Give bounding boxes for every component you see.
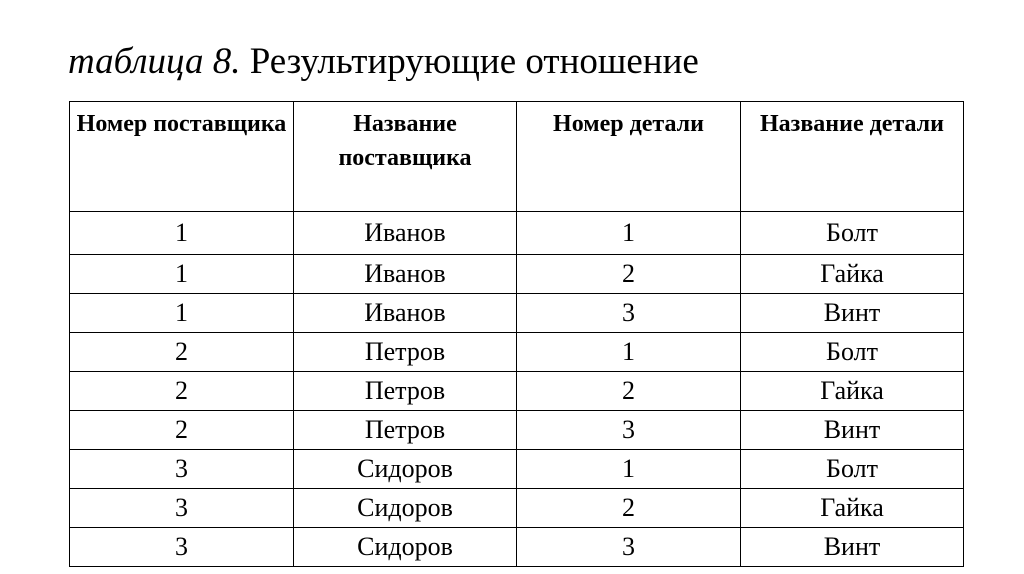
cell-part-name: Гайка (741, 489, 964, 528)
cell-part-number: 2 (517, 372, 741, 411)
table-row (70, 333, 964, 372)
table-row (70, 255, 964, 294)
table-row (70, 450, 964, 489)
cell-supplier-name: Иванов (294, 255, 517, 294)
cell-supplier-number: 3 (70, 489, 294, 528)
cell-part-name: Болт (741, 450, 964, 489)
cell-supplier-name: Петров (294, 411, 517, 450)
cell-part-number: 1 (517, 333, 741, 372)
cell-part-number: 2 (517, 255, 741, 294)
table-row (70, 212, 964, 255)
cell-part-number: 3 (517, 294, 741, 333)
header-supplier-name: Название поставщика (294, 102, 517, 212)
table-caption (68, 38, 699, 86)
table-caption-text: Результирующие отношение (249, 41, 699, 82)
header-supplier-number: Номер поставщика (70, 102, 294, 212)
table-row (70, 372, 964, 411)
cell-part-name: Болт (741, 333, 964, 372)
cell-supplier-name: Иванов (294, 294, 517, 333)
cell-part-name: Винт (741, 294, 964, 333)
header-part-number: Номер детали (517, 102, 741, 212)
cell-supplier-number: 3 (70, 528, 294, 567)
cell-supplier-number: 2 (70, 372, 294, 411)
cell-supplier-number: 2 (70, 411, 294, 450)
cell-part-name: Винт (741, 411, 964, 450)
cell-supplier-number: 1 (70, 255, 294, 294)
header-part-name: Название детали (741, 102, 964, 212)
cell-part-number: 1 (517, 212, 741, 255)
cell-supplier-name: Сидоров (294, 489, 517, 528)
cell-supplier-name: Сидоров (294, 528, 517, 567)
table-caption-prefix: таблица 8. (68, 41, 241, 82)
table-row (70, 528, 964, 567)
cell-part-name: Гайка (741, 255, 964, 294)
cell-part-name: Винт (741, 528, 964, 567)
cell-part-name: Болт (741, 212, 964, 255)
cell-supplier-number: 2 (70, 333, 294, 372)
cell-supplier-number: 1 (70, 294, 294, 333)
cell-supplier-name: Петров (294, 372, 517, 411)
result-relation-table (69, 101, 964, 567)
cell-supplier-name: Иванов (294, 212, 517, 255)
cell-supplier-name: Сидоров (294, 450, 517, 489)
cell-part-number: 3 (517, 411, 741, 450)
header-row (70, 102, 964, 212)
table-row (70, 294, 964, 333)
cell-supplier-number: 3 (70, 450, 294, 489)
cell-supplier-number: 1 (70, 212, 294, 255)
cell-part-number: 3 (517, 528, 741, 567)
table-row (70, 489, 964, 528)
cell-part-number: 2 (517, 489, 741, 528)
table-row (70, 411, 964, 450)
cell-part-name: Гайка (741, 372, 964, 411)
cell-part-number: 1 (517, 450, 741, 489)
cell-supplier-name: Петров (294, 333, 517, 372)
